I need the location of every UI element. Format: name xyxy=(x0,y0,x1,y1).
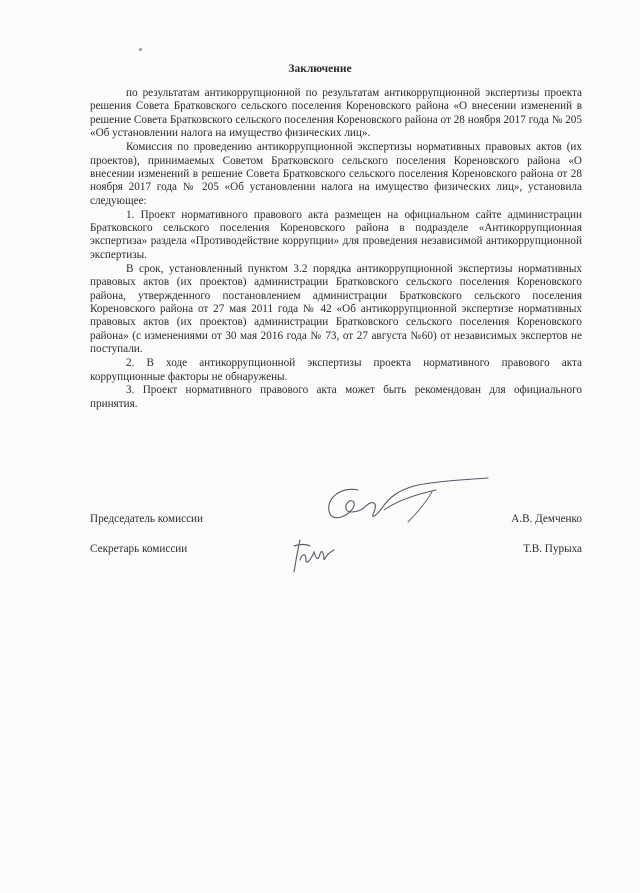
chair-role: Председатель комиссии xyxy=(90,513,204,525)
paragraph-item-2: 2. В ходе антикоррупционной экспертизы проекта нормативного правового акта коррупционные факторы не обнаружены. xyxy=(90,357,582,383)
scan-speck xyxy=(139,48,142,51)
chair-handwritten-signature xyxy=(318,476,493,528)
paragraph-deadline: В срок, установленный пунктом 3.2 порядка антикоррупционной экспертизы нормативных правовых актов (их проектов) администрации Братковского сельского поселения Кореновского района, утвержденного постановлением администрации Братковского сельского поселения Кореновского района от 27 мая 2011 года № 42 «Об антикоррупционной экспертизе нормативных правовых актов (их проектов) администрации Братковского сельского поселения Кореновского района» (с изменениями от 30 мая 2016 года № 73, от 27 августа №60) от независимых экспертов не поступали. xyxy=(90,262,582,356)
chair-name: А.В. Демченко xyxy=(511,513,582,525)
paragraph-intro: по результатам антикоррупционной по результатам антикоррупционной экспертизы проекта решения Совета Братковского сельского поселения Кореновского района «О внесении изменений в решение Совета Братковского сельского поселения Кореновского района от 28 ноября 2017 года № 205 «Об установлении налога на имущество физических лиц». xyxy=(90,87,582,140)
paragraph-item-3: 3. Проект нормативного правового акта может быть рекомендован для официального принятия. xyxy=(90,384,582,410)
paragraph-item-1: 1. Проект нормативного правового акта размещен на официальном сайте администрации Братковского сельского поселения Кореновского района в подразделе «Антикоррупционная экспертиза» раздела «Противодействие коррупции» для проведения независимой антикоррупционной экспертизы. xyxy=(90,208,582,261)
secretary-handwritten-signature xyxy=(288,536,348,576)
document-title: Заключение xyxy=(288,63,352,75)
document-body xyxy=(90,87,582,412)
paragraph-commission: Комиссия по проведению антикоррупционной экспертизы нормативных правовых актов (их проектов), принимаемых Советом Братковского сельского поселения Кореновского района «О внесении изменений в решение Совета Братковского сельского поселения Кореновского района от 28 ноября 2017 года № 205 «Об установлении налога на имущество физических лиц», установила следующее: xyxy=(90,141,582,207)
secretary-name: Т.В. Пурыха xyxy=(523,543,582,555)
secretary-role: Секретарь комиссии xyxy=(90,543,188,555)
